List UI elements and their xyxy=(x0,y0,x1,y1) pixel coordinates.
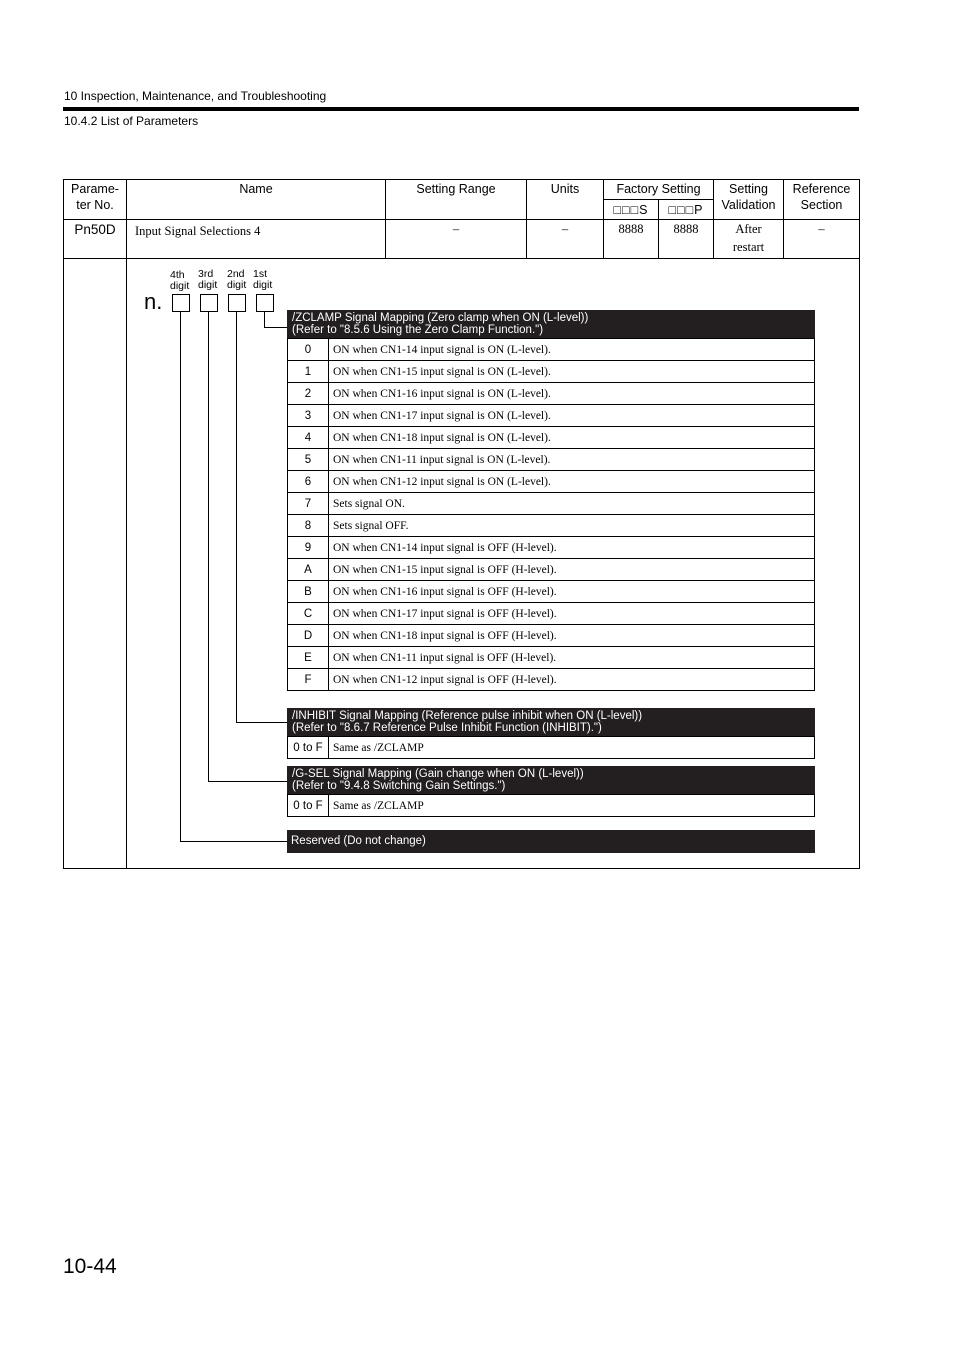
zclamp-option-row xyxy=(288,361,815,383)
n-prefix: n. xyxy=(144,289,163,314)
zclamp-option-desc: ON when CN1-17 input signal is OFF (H-level). xyxy=(329,603,815,625)
zclamp-option-desc: ON when CN1-14 input signal is ON (L-level). xyxy=(329,339,815,361)
digit-label-4th: 4th digit xyxy=(170,269,190,292)
col-header-param-no: Parame- ter No. xyxy=(64,180,127,220)
factory-setting-p: 8888 xyxy=(659,220,714,259)
gsel-options-table xyxy=(287,794,815,817)
zclamp-option-code: F xyxy=(288,669,329,691)
zclamp-option-desc: ON when CN1-11 input signal is OFF (H-level). xyxy=(329,647,815,669)
col-header-setting-validation: Setting Validation xyxy=(714,180,784,220)
inhibit-code: 0 to F xyxy=(288,737,329,759)
zclamp-option-row xyxy=(288,515,815,537)
gsel-title: /G-SEL Signal Mapping (Gain change when ON (L-level)) xyxy=(292,768,584,780)
header-rule xyxy=(63,107,859,111)
digit-label-1st: 1st digit xyxy=(253,268,273,291)
zclamp-option-code: 0 xyxy=(288,339,329,361)
zclamp-option-row xyxy=(288,339,815,361)
connector-3rd xyxy=(208,312,209,781)
connector-1st-h xyxy=(264,327,287,328)
zclamp-option-desc: Sets signal OFF. xyxy=(329,515,815,537)
zclamp-option-code: 6 xyxy=(288,471,329,493)
zclamp-option-desc: ON when CN1-14 input signal is OFF (H-level). xyxy=(329,537,815,559)
zclamp-option-code: 7 xyxy=(288,493,329,515)
connector-2nd-h xyxy=(236,722,287,723)
connector-4th-h xyxy=(180,841,287,842)
inhibit-title: /INHIBIT Signal Mapping (Reference pulse inhibit when ON (L-level)) xyxy=(292,710,643,722)
zclamp-option-code: 4 xyxy=(288,427,329,449)
inhibit-block xyxy=(287,708,815,759)
col-header-factory-p: □□□P xyxy=(659,200,714,220)
col-header-reference-section: Reference Section xyxy=(784,180,860,220)
gsel-block xyxy=(287,766,815,817)
zclamp-option-code: 5 xyxy=(288,449,329,471)
zclamp-option-row xyxy=(288,449,815,471)
zclamp-option-desc: ON when CN1-15 input signal is ON (L-level). xyxy=(329,361,815,383)
zclamp-option-desc: ON when CN1-16 input signal is OFF (H-level). xyxy=(329,581,815,603)
connector-2nd xyxy=(236,312,237,722)
zclamp-option-desc: ON when CN1-17 input signal is ON (L-level). xyxy=(329,405,815,427)
zclamp-option-code: 8 xyxy=(288,515,329,537)
zclamp-option-desc: ON when CN1-12 input signal is ON (L-level). xyxy=(329,471,815,493)
digit-box-3rd xyxy=(200,294,218,312)
zclamp-block xyxy=(287,310,815,691)
inhibit-desc: Same as /ZCLAMP xyxy=(329,737,815,759)
zclamp-option-code: 3 xyxy=(288,405,329,427)
col-header-name: Name xyxy=(127,180,386,220)
col-header-setting-range: Setting Range xyxy=(386,180,527,220)
page-number: 10-44 xyxy=(63,1255,117,1278)
zclamp-option-code: C xyxy=(288,603,329,625)
param-number: Pn50D xyxy=(64,220,127,259)
zclamp-option-desc: ON when CN1-12 input signal is OFF (H-level). xyxy=(329,669,815,691)
gsel-heading xyxy=(287,766,815,794)
gsel-reference: (Refer to "9.4.8 Switching Gain Settings.") xyxy=(292,780,506,792)
inhibit-heading xyxy=(287,708,815,736)
zclamp-option-row xyxy=(288,383,815,405)
chapter-header: 10 Inspection, Maintenance, and Troubleshooting xyxy=(64,89,327,103)
zclamp-option-row xyxy=(288,493,815,515)
zclamp-option-row xyxy=(288,405,815,427)
zclamp-option-row xyxy=(288,559,815,581)
zclamp-option-code: 2 xyxy=(288,383,329,405)
param-name: Input Signal Selections 4 xyxy=(127,220,386,259)
reserved-heading: Reserved (Do not change) xyxy=(287,830,815,853)
zclamp-option-code: B xyxy=(288,581,329,603)
inhibit-options-table xyxy=(287,736,815,759)
inhibit-reference: (Refer to "8.6.7 Reference Pulse Inhibit Function (INHIBIT).") xyxy=(292,722,602,734)
zclamp-option-desc: ON when CN1-15 input signal is OFF (H-level). xyxy=(329,559,815,581)
reference-section: – xyxy=(784,220,860,259)
zclamp-option-desc: ON when CN1-11 input signal is ON (L-level). xyxy=(329,449,815,471)
setting-range: – xyxy=(386,220,527,259)
digit-label-3rd: 3rd digit xyxy=(198,268,218,291)
zclamp-option-row xyxy=(288,647,815,669)
zclamp-option-row xyxy=(288,537,815,559)
connector-3rd-h xyxy=(208,781,287,782)
gsel-code: 0 to F xyxy=(288,795,329,817)
connector-1st xyxy=(264,312,265,327)
zclamp-option-desc: ON when CN1-16 input signal is ON (L-level). xyxy=(329,383,815,405)
zclamp-heading xyxy=(287,310,815,338)
col-header-factory-s: □□□S xyxy=(604,200,659,220)
units: – xyxy=(527,220,604,259)
zclamp-option-row xyxy=(288,427,815,449)
zclamp-options-table xyxy=(287,338,815,691)
zclamp-title: /ZCLAMP Signal Mapping (Zero clamp when ON (L-level)) xyxy=(292,312,589,324)
zclamp-option-desc: ON when CN1-18 input signal is OFF (H-level). xyxy=(329,625,815,647)
zclamp-option-row xyxy=(288,669,815,691)
digit-box-4th xyxy=(172,294,190,312)
section-header: 10.4.2 List of Parameters xyxy=(64,114,199,128)
gsel-desc: Same as /ZCLAMP xyxy=(329,795,815,817)
digit-box-1st xyxy=(256,294,274,312)
zclamp-option-code: E xyxy=(288,647,329,669)
digit-box-2nd xyxy=(228,294,246,312)
col-header-units: Units xyxy=(527,180,604,220)
zclamp-option-row xyxy=(288,471,815,493)
zclamp-option-code: 1 xyxy=(288,361,329,383)
col-header-factory-setting: Factory Setting xyxy=(604,180,714,200)
zclamp-option-code: D xyxy=(288,625,329,647)
reserved-block xyxy=(287,830,815,853)
param-number-continued xyxy=(64,259,127,869)
zclamp-option-row xyxy=(288,581,815,603)
zclamp-reference: (Refer to "8.5.6 Using the Zero Clamp Function.") xyxy=(292,324,544,336)
zclamp-option-desc: ON when CN1-18 input signal is ON (L-level). xyxy=(329,427,815,449)
zclamp-option-code: 9 xyxy=(288,537,329,559)
factory-setting-s: 8888 xyxy=(604,220,659,259)
zclamp-option-desc: Sets signal ON. xyxy=(329,493,815,515)
digit-label-2nd: 2nd digit xyxy=(227,268,247,291)
zclamp-option-row xyxy=(288,603,815,625)
setting-validation: After restart xyxy=(714,220,784,259)
zclamp-option-code: A xyxy=(288,559,329,581)
connector-4th xyxy=(180,312,181,841)
zclamp-option-row xyxy=(288,625,815,647)
